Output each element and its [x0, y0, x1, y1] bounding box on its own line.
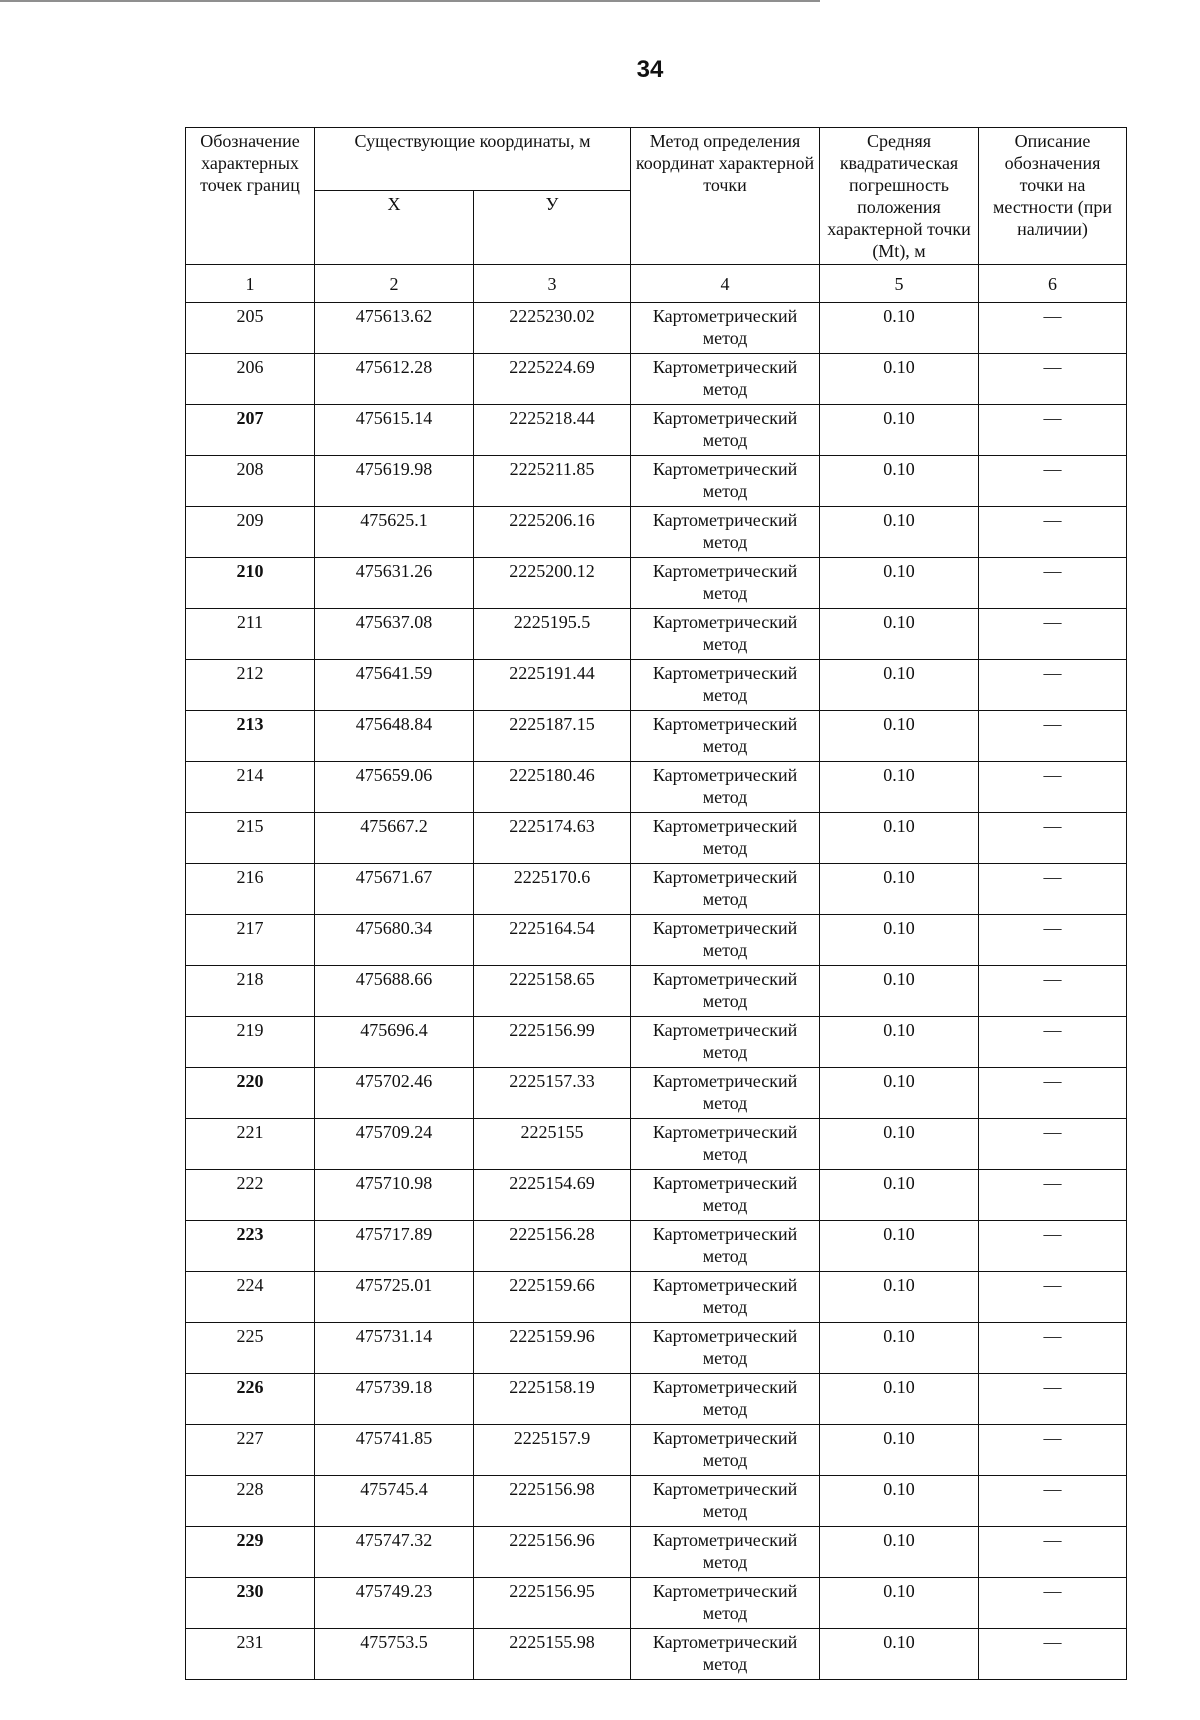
cell-point: 231	[186, 1629, 315, 1680]
cell-point: 210	[186, 558, 315, 609]
cell-y: 2225180.46	[474, 762, 631, 813]
cell-description: —	[979, 1272, 1127, 1323]
cell-method: Картометрический метод	[631, 1272, 820, 1323]
cell-description: —	[979, 1629, 1127, 1680]
table-row	[186, 1068, 1127, 1119]
cell-y: 2225157.33	[474, 1068, 631, 1119]
header-point: Обозначение характерных точек границ	[186, 128, 315, 265]
cell-description: —	[979, 1068, 1127, 1119]
cell-error: 0.10	[820, 303, 979, 354]
coordinates-table	[185, 127, 1127, 1680]
cell-description: —	[979, 1374, 1127, 1425]
cell-description: —	[979, 711, 1127, 762]
cell-point: 207	[186, 405, 315, 456]
cell-y: 2225174.63	[474, 813, 631, 864]
table-header-row-1	[186, 128, 1127, 191]
cell-x: 475725.01	[315, 1272, 474, 1323]
table-row	[186, 1170, 1127, 1221]
cell-error: 0.10	[820, 1578, 979, 1629]
cell-error: 0.10	[820, 456, 979, 507]
cell-point: 212	[186, 660, 315, 711]
cell-y: 2225206.16	[474, 507, 631, 558]
cell-description: —	[979, 558, 1127, 609]
cell-point: 227	[186, 1425, 315, 1476]
cell-method: Картометрический метод	[631, 558, 820, 609]
cell-error: 0.10	[820, 1272, 979, 1323]
cell-point: 222	[186, 1170, 315, 1221]
table-row	[186, 1374, 1127, 1425]
cell-x: 475688.66	[315, 966, 474, 1017]
cell-description: —	[979, 762, 1127, 813]
cell-error: 0.10	[820, 1119, 979, 1170]
cell-description: —	[979, 813, 1127, 864]
cell-method: Картометрический метод	[631, 1476, 820, 1527]
table-row	[186, 1629, 1127, 1680]
cell-description: —	[979, 1527, 1127, 1578]
cell-method: Картометрический метод	[631, 966, 820, 1017]
cell-point: 224	[186, 1272, 315, 1323]
cell-description: —	[979, 456, 1127, 507]
cell-point: 220	[186, 1068, 315, 1119]
column-number: 4	[631, 265, 820, 303]
cell-method: Картометрический метод	[631, 660, 820, 711]
table-row	[186, 1476, 1127, 1527]
cell-error: 0.10	[820, 1425, 979, 1476]
cell-description: —	[979, 1017, 1127, 1068]
cell-description: —	[979, 1221, 1127, 1272]
cell-point: 219	[186, 1017, 315, 1068]
cell-description: —	[979, 609, 1127, 660]
cell-x: 475749.23	[315, 1578, 474, 1629]
cell-y: 2225157.9	[474, 1425, 631, 1476]
cell-error: 0.10	[820, 1476, 979, 1527]
cell-point: 209	[186, 507, 315, 558]
table-row	[186, 1017, 1127, 1068]
column-number: 1	[186, 265, 315, 303]
cell-method: Картометрический метод	[631, 1629, 820, 1680]
column-number: 5	[820, 265, 979, 303]
cell-y: 2225156.99	[474, 1017, 631, 1068]
cell-error: 0.10	[820, 915, 979, 966]
cell-y: 2225211.85	[474, 456, 631, 507]
cell-description: —	[979, 1578, 1127, 1629]
cell-point: 206	[186, 354, 315, 405]
cell-description: —	[979, 660, 1127, 711]
table-body	[186, 265, 1127, 1680]
table-row	[186, 1221, 1127, 1272]
table-row	[186, 609, 1127, 660]
cell-error: 0.10	[820, 762, 979, 813]
table-row	[186, 1272, 1127, 1323]
table-row	[186, 1527, 1127, 1578]
table-row	[186, 456, 1127, 507]
cell-method: Картометрический метод	[631, 1578, 820, 1629]
cell-y: 2225155	[474, 1119, 631, 1170]
table-row	[186, 1425, 1127, 1476]
cell-y: 2225156.95	[474, 1578, 631, 1629]
cell-method: Картометрический метод	[631, 456, 820, 507]
table-row	[186, 1578, 1127, 1629]
cell-x: 475709.24	[315, 1119, 474, 1170]
table-row	[186, 966, 1127, 1017]
cell-x: 475747.32	[315, 1527, 474, 1578]
cell-x: 475671.67	[315, 864, 474, 915]
column-number: 2	[315, 265, 474, 303]
cell-y: 2225159.96	[474, 1323, 631, 1374]
cell-error: 0.10	[820, 660, 979, 711]
table-row	[186, 711, 1127, 762]
cell-x: 475741.85	[315, 1425, 474, 1476]
cell-method: Картометрический метод	[631, 1068, 820, 1119]
cell-y: 2225187.15	[474, 711, 631, 762]
cell-y: 2225195.5	[474, 609, 631, 660]
cell-y: 2225164.54	[474, 915, 631, 966]
cell-point: 229	[186, 1527, 315, 1578]
cell-point: 205	[186, 303, 315, 354]
table-row	[186, 303, 1127, 354]
page-number	[0, 56, 1200, 84]
header-description: Описание обозначения точки на местности (при наличии)	[979, 128, 1127, 265]
cell-x: 475613.62	[315, 303, 474, 354]
cell-method: Картометрический метод	[631, 1017, 820, 1068]
cell-x: 475637.08	[315, 609, 474, 660]
cell-description: —	[979, 966, 1127, 1017]
cell-error: 0.10	[820, 1374, 979, 1425]
table-row	[186, 507, 1127, 558]
cell-method: Картометрический метод	[631, 1527, 820, 1578]
cell-x: 475667.2	[315, 813, 474, 864]
table-row	[186, 762, 1127, 813]
scan-edge-line	[0, 0, 820, 2]
cell-description: —	[979, 354, 1127, 405]
table-row	[186, 864, 1127, 915]
cell-x: 475641.59	[315, 660, 474, 711]
cell-y: 2225155.98	[474, 1629, 631, 1680]
header-error: Средняя квадратическая погрешность положения характерной точки (Mt), м	[820, 128, 979, 265]
cell-method: Картометрический метод	[631, 711, 820, 762]
cell-x: 475648.84	[315, 711, 474, 762]
header-y: У	[474, 190, 631, 264]
cell-x: 475619.98	[315, 456, 474, 507]
cell-x: 475717.89	[315, 1221, 474, 1272]
table-row	[186, 813, 1127, 864]
cell-method: Картометрический метод	[631, 1425, 820, 1476]
header-coords-group: Существующие координаты, м	[315, 128, 631, 191]
cell-error: 0.10	[820, 354, 979, 405]
cell-y: 2225156.28	[474, 1221, 631, 1272]
cell-error: 0.10	[820, 1323, 979, 1374]
cell-error: 0.10	[820, 1017, 979, 1068]
cell-method: Картометрический метод	[631, 1323, 820, 1374]
table-row	[186, 354, 1127, 405]
cell-error: 0.10	[820, 1629, 979, 1680]
cell-error: 0.10	[820, 507, 979, 558]
table-row	[186, 1119, 1127, 1170]
cell-y: 2225218.44	[474, 405, 631, 456]
cell-error: 0.10	[820, 1527, 979, 1578]
cell-point: 228	[186, 1476, 315, 1527]
cell-method: Картометрический метод	[631, 762, 820, 813]
cell-point: 225	[186, 1323, 315, 1374]
cell-x: 475615.14	[315, 405, 474, 456]
cell-method: Картометрический метод	[631, 303, 820, 354]
cell-method: Картометрический метод	[631, 813, 820, 864]
table-row	[186, 405, 1127, 456]
cell-point: 223	[186, 1221, 315, 1272]
cell-method: Картометрический метод	[631, 915, 820, 966]
cell-x: 475710.98	[315, 1170, 474, 1221]
cell-description: —	[979, 303, 1127, 354]
cell-x: 475745.4	[315, 1476, 474, 1527]
cell-x: 475696.4	[315, 1017, 474, 1068]
cell-x: 475659.06	[315, 762, 474, 813]
cell-y: 2225159.66	[474, 1272, 631, 1323]
cell-description: —	[979, 1425, 1127, 1476]
cell-method: Картометрический метод	[631, 507, 820, 558]
cell-description: —	[979, 1323, 1127, 1374]
cell-point: 213	[186, 711, 315, 762]
column-numbers-row	[186, 265, 1127, 303]
page-number-text: 34	[636, 56, 664, 83]
cell-y: 2225230.02	[474, 303, 631, 354]
cell-point: 221	[186, 1119, 315, 1170]
cell-y: 2225170.6	[474, 864, 631, 915]
cell-point: 216	[186, 864, 315, 915]
cell-error: 0.10	[820, 1170, 979, 1221]
cell-y: 2225154.69	[474, 1170, 631, 1221]
cell-point: 215	[186, 813, 315, 864]
cell-point: 218	[186, 966, 315, 1017]
cell-error: 0.10	[820, 864, 979, 915]
cell-x: 475753.5	[315, 1629, 474, 1680]
cell-point: 217	[186, 915, 315, 966]
cell-y: 2225156.96	[474, 1527, 631, 1578]
cell-method: Картометрический метод	[631, 864, 820, 915]
cell-method: Картометрический метод	[631, 405, 820, 456]
cell-point: 208	[186, 456, 315, 507]
cell-point: 214	[186, 762, 315, 813]
cell-description: —	[979, 405, 1127, 456]
cell-description: —	[979, 1170, 1127, 1221]
cell-y: 2225158.19	[474, 1374, 631, 1425]
cell-x: 475625.1	[315, 507, 474, 558]
header-method: Метод определения координат характерной точки	[631, 128, 820, 265]
cell-method: Картометрический метод	[631, 609, 820, 660]
cell-y: 2225200.12	[474, 558, 631, 609]
cell-description: —	[979, 864, 1127, 915]
cell-y: 2225191.44	[474, 660, 631, 711]
cell-x: 475731.14	[315, 1323, 474, 1374]
cell-point: 230	[186, 1578, 315, 1629]
cell-error: 0.10	[820, 405, 979, 456]
cell-x: 475680.34	[315, 915, 474, 966]
cell-error: 0.10	[820, 813, 979, 864]
table-row	[186, 558, 1127, 609]
cell-description: —	[979, 915, 1127, 966]
cell-description: —	[979, 1476, 1127, 1527]
cell-error: 0.10	[820, 1068, 979, 1119]
table-row	[186, 660, 1127, 711]
cell-x: 475612.28	[315, 354, 474, 405]
cell-x: 475739.18	[315, 1374, 474, 1425]
cell-error: 0.10	[820, 711, 979, 762]
cell-y: 2225158.65	[474, 966, 631, 1017]
column-number: 3	[474, 265, 631, 303]
cell-x: 475702.46	[315, 1068, 474, 1119]
cell-error: 0.10	[820, 1221, 979, 1272]
cell-y: 2225224.69	[474, 354, 631, 405]
cell-error: 0.10	[820, 609, 979, 660]
cell-method: Картометрический метод	[631, 1221, 820, 1272]
table-row	[186, 1323, 1127, 1374]
cell-error: 0.10	[820, 558, 979, 609]
cell-y: 2225156.98	[474, 1476, 631, 1527]
table-row	[186, 915, 1127, 966]
column-number: 6	[979, 265, 1127, 303]
cell-method: Картометрический метод	[631, 1374, 820, 1425]
cell-description: —	[979, 507, 1127, 558]
cell-point: 211	[186, 609, 315, 660]
cell-description: —	[979, 1119, 1127, 1170]
cell-method: Картометрический метод	[631, 1119, 820, 1170]
cell-error: 0.10	[820, 966, 979, 1017]
header-x: X	[315, 190, 474, 264]
cell-x: 475631.26	[315, 558, 474, 609]
cell-point: 226	[186, 1374, 315, 1425]
cell-method: Картометрический метод	[631, 354, 820, 405]
cell-method: Картометрический метод	[631, 1170, 820, 1221]
